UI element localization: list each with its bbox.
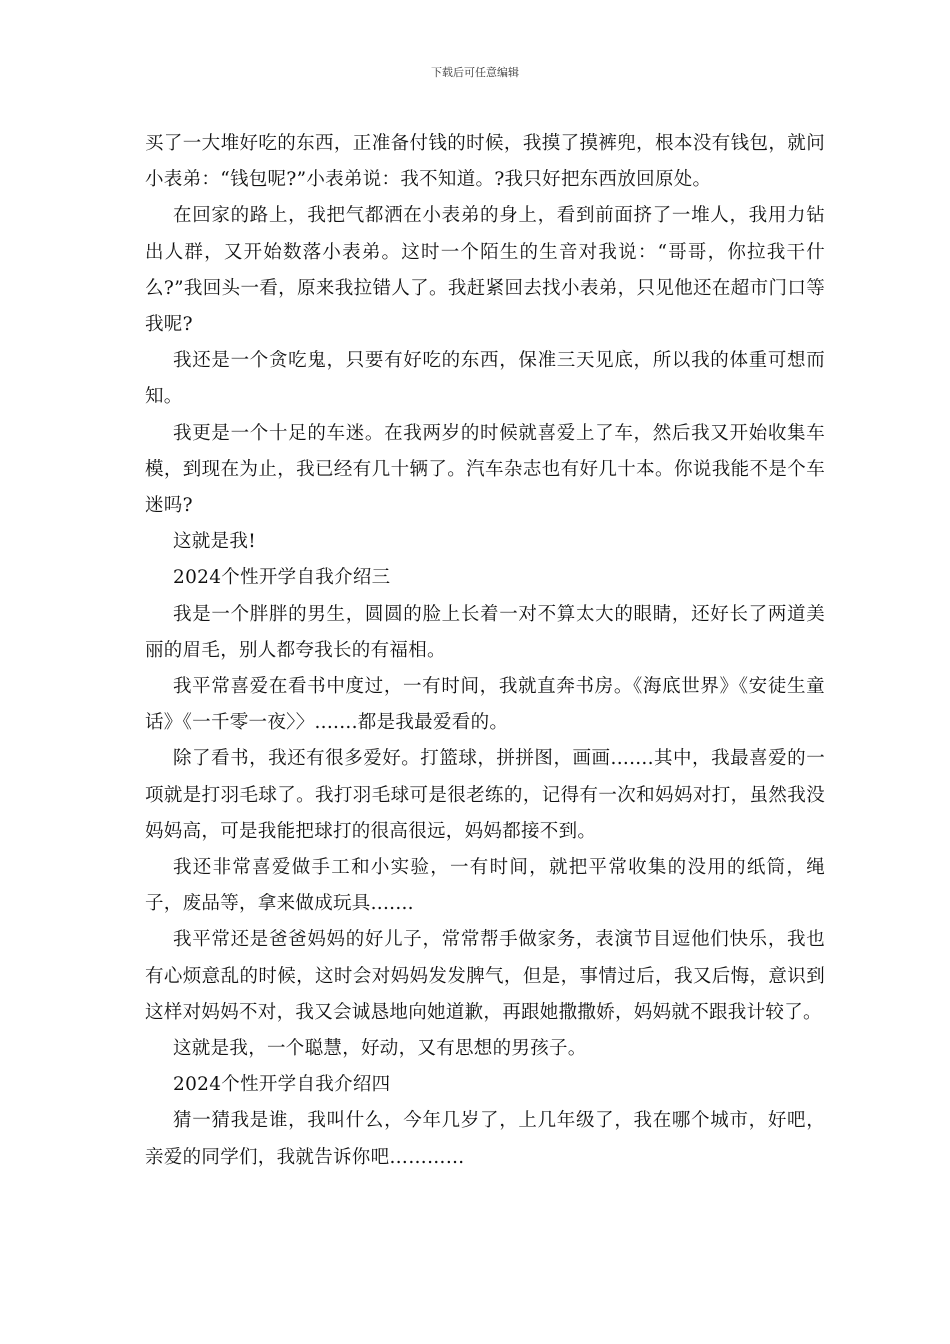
paragraph: 这就是我，一个聪慧，好动，又有思想的男孩子。 [173, 1038, 587, 1060]
paragraph: 买了一大堆好吃的东西，正准备付钱的时候，我摸了摸裤兜，根本没有钱包，就问小表弟：“钱包呢?”小表弟说：我不知道。?我只好把东西放回原处。 [145, 133, 825, 191]
paragraph: 猜一猜我是谁，我叫什么，今年几岁了，上几年级了，我在哪个城市，好吧，亲爱的同学们，我就告诉你吧………… [145, 1110, 825, 1168]
paragraph: 我平常喜爱在看书中度过，一有时间，我就直奔书房。《海底世界》《安徒生童话》《一千零一夜〉〉.......都是我最爱看的。 [145, 676, 825, 734]
section-heading: 2024个性开学自我介绍四 [173, 1074, 391, 1096]
paragraph: 我还是一个贪吃鬼，只要有好吃的东西，保准三天见底，所以我的体重可想而知。 [145, 350, 825, 408]
section-heading: 2024个性开学自我介绍三 [173, 567, 391, 589]
paragraph: 我还非常喜爱做手工和小实验，一有时间，就把平常收集的没用的纸筒，绳子，废品等，拿来做成玩具....... [145, 857, 825, 915]
paragraph: 我平常还是爸爸妈妈的好儿子，常常帮手做家务，表演节目逗他们快乐，我也有心烦意乱的时候，这时会对妈妈发发脾气，但是，事情过后，我又后悔，意识到这样对妈妈不对，我又会诚恳地向她道歉，再跟她撒撒娇，妈妈就不跟我计较了。 [145, 929, 825, 1023]
paragraph: 除了看书，我还有很多爱好。打篮球，拼拼图，画画.......其中，我最喜爱的一项就是打羽毛球了。我打羽毛球可是很老练的，记得有一次和妈妈对打，虽然我没妈妈高，可是我能把球打的很高很远，妈妈都接不到。 [145, 748, 825, 842]
paragraph: 我更是一个十足的车迷。在我两岁的时候就喜爱上了车，然后我又开始收集车模，到现在为止，我已经有几十辆了。汽车杂志也有好几十本。你说我能不是个车迷吗? [145, 422, 825, 517]
paragraph: 这就是我! [173, 531, 256, 553]
paragraph: 我是一个胖胖的男生，圆圆的脸上长着一对不算太大的眼睛，还好长了两道美丽的眉毛，别人都夸我长的有福相。 [145, 603, 825, 661]
paragraph: 在回家的路上，我把气都洒在小表弟的身上，看到前面挤了一堆人，我用力钻出人群，又开始数落小表弟。这时一个陌生的生音对我说：“哥哥，你拉我干什么?”我回头一看，原来我拉错人了。我赶紧回去找小表弟，只见他还在超市门口等我呢? [145, 205, 825, 336]
document-body [145, 126, 825, 1176]
page-header-note: 下载后可任意编辑 [431, 66, 519, 79]
